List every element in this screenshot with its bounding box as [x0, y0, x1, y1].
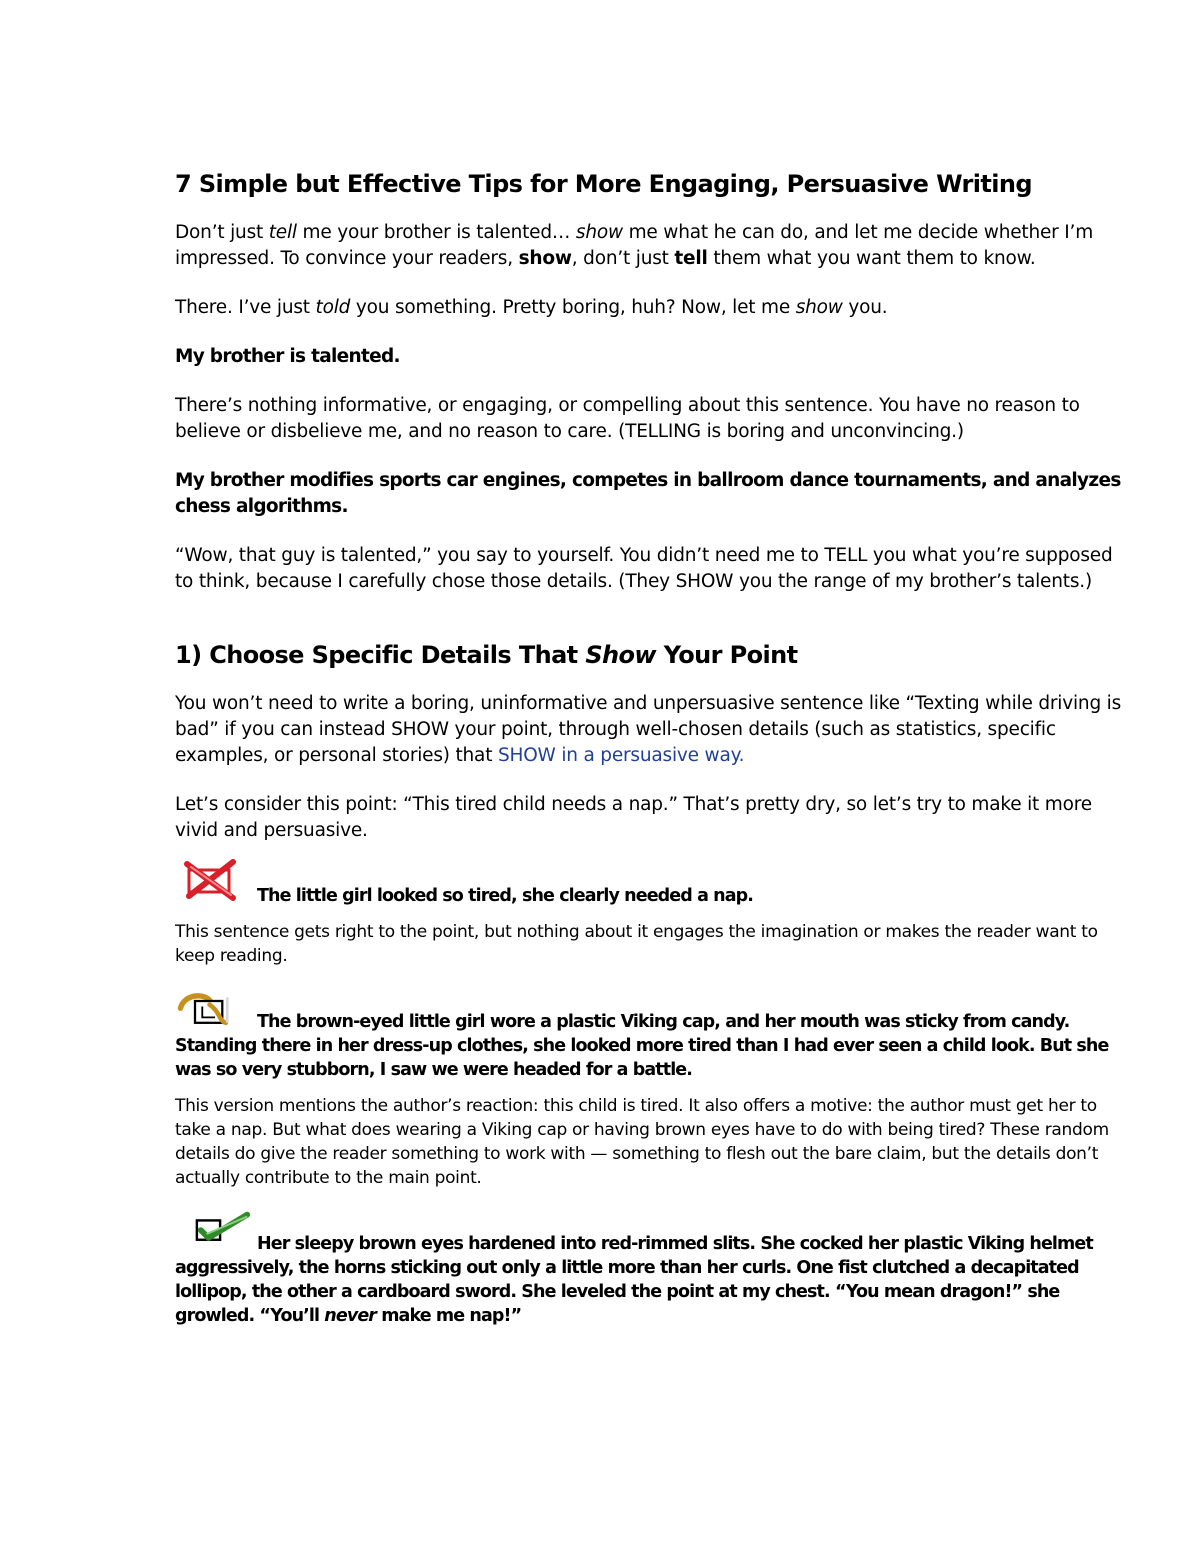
- example-neutral-comment: This version mentions the author’s reaction: this child is tired. It also offers a motive: the author must get her to take a nap. But what does wearing a Viking cap or having brown eyes have to do with being tired? These random details do give the reader something to work with — something to flesh out the bare claim, but the details don’t actually contribute to the main point.: [175, 1096, 1109, 1188]
- section1-paragraph-2: Let’s consider this point: “This tired child needs a nap.” That’s pretty dry, so let’s try to make it more vivid and persuasive.: [175, 794, 1092, 841]
- question-mark-icon: [175, 988, 235, 1034]
- bold-show: show: [518, 248, 572, 269]
- example-neutral: [175, 1010, 1135, 1082]
- example-statement-telling: My brother is talented.: [175, 346, 400, 367]
- emphasis-show: show: [575, 222, 623, 243]
- document-title: 7 Simple but Effective Tips for More Engaging, Persuasive Writing: [175, 170, 1032, 198]
- example-neutral-text: The brown-eyed little girl wore a plastic Viking cap, and her mouth was sticky from candy. Standing there in her dress-up clothes, she looked more tired than I had ever seen a child look. But she was so very stubborn, I saw we were headed for a battle.: [175, 1012, 1109, 1080]
- example-good-text: Her sleepy brown eyes hardened into red-rimmed slits. She cocked her plastic Viking helmet aggressively, the horns sticking out only a little more than her curls. One fist clutched a decapitated lollipop, the other a cardboard sword. She leveled the point at my chest. “You mean dragon!” she growled. “You’ll: [175, 1234, 1093, 1326]
- text-run: Your Point: [655, 641, 798, 669]
- text-run: Don’t just: [175, 222, 269, 243]
- example-good-text-end: make me nap!”: [376, 1306, 522, 1326]
- example-bad-comment: This sentence gets right to the point, but nothing about it engages the imagination or makes the reader want to keep reading.: [175, 922, 1098, 966]
- document-page: [175, 168, 1135, 1328]
- intro-paragraph-4: There’s nothing informative, or engaging, or compelling about this sentence. You have no reason to believe or disbelieve me, and no reason to care. (TELLING is boring and unconvincing.): [175, 395, 1080, 442]
- bold-tell: tell: [674, 248, 708, 269]
- intro-paragraph-2: [175, 295, 1135, 321]
- text-run: 1) Choose Specific Details That: [175, 641, 586, 669]
- persuasive-link[interactable]: SHOW in a persuasive way.: [497, 745, 745, 766]
- text-run: you something. Pretty boring, huh? Now, let me: [350, 297, 796, 318]
- text-run: me your brother is talented…: [296, 222, 576, 243]
- intro-paragraph-6: “Wow, that guy is talented,” you say to yourself. You didn’t need me to TELL you what you’re supposed to think, because I carefully chose those details. (They SHOW you the range of my brother’s talents.): [175, 545, 1113, 592]
- intro-paragraph-1: [175, 220, 1135, 272]
- example-bad-text: The little girl looked so tired, she clearly needed a nap.: [257, 886, 754, 906]
- example-statement-showing: My brother modifies sports car engines, competes in ballroom dance tournaments, and analyzes chess algorithms.: [175, 470, 1121, 517]
- emphasis-show: show: [795, 297, 843, 318]
- green-check-icon: [193, 1210, 253, 1256]
- emphasis-never: never: [324, 1306, 377, 1326]
- emphasis-tell: tell: [268, 222, 297, 243]
- example-bad: [175, 884, 1135, 908]
- text-run: you.: [842, 297, 888, 318]
- text-run: You won’t need to write a boring, uninformative and unpersuasive sentence like “Texting while driving is bad” if you can instead SHOW your point, through well-chosen details (such as statistics, specific examples, or personal stories) that: [175, 693, 1122, 766]
- emphasis-show: Show: [585, 641, 656, 669]
- text-run: , don’t just: [571, 248, 675, 269]
- emphasis-told: told: [315, 297, 351, 318]
- section-heading-1: [175, 639, 1135, 671]
- text-run: them what you want them to know.: [707, 248, 1036, 269]
- text-run: me what he can do, and let me decide whether I’m impressed. To convince your readers,: [175, 222, 1094, 269]
- red-x-icon: [183, 858, 243, 904]
- section1-paragraph-1: [175, 691, 1135, 769]
- example-good: [175, 1232, 1135, 1328]
- text-run: There. I’ve just: [175, 297, 316, 318]
